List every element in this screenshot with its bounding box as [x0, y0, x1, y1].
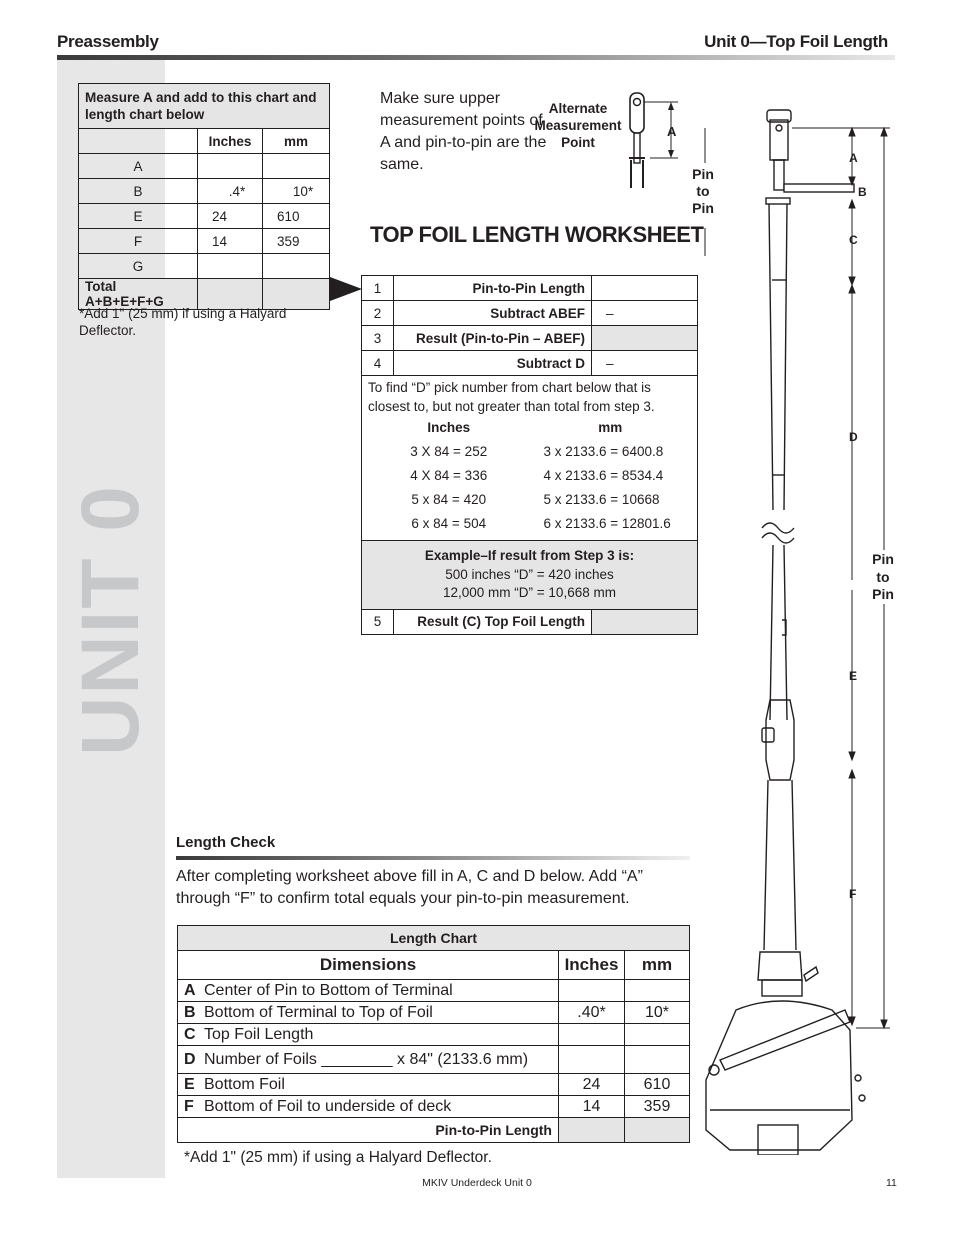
- table-row: [79, 179, 330, 204]
- header-rule: [57, 55, 895, 60]
- dimension-letter: E: [184, 1075, 195, 1093]
- measure-table: [78, 83, 330, 310]
- inches-cell[interactable]: [559, 1046, 625, 1074]
- d-inches: 3 X 84 = 252: [410, 443, 488, 459]
- dim-label-e: E: [849, 669, 858, 683]
- mm-cell[interactable]: [263, 154, 330, 179]
- inches-cell: 14: [198, 229, 263, 254]
- d-inches: 6 x 84 = 504: [411, 515, 487, 531]
- inches-cell[interactable]: [198, 254, 263, 279]
- inches-cell: .4*: [198, 179, 263, 204]
- inches-cell: 24: [198, 204, 263, 229]
- step-description: Result (C) Top Foil Length: [394, 609, 592, 634]
- inches-cell[interactable]: [559, 980, 625, 1002]
- dim-label-b: B: [858, 185, 867, 199]
- mm-cell: 10*: [625, 1002, 690, 1024]
- unit-label: [57, 484, 165, 756]
- alternate-point-label: Alternate Measurement Point: [534, 101, 622, 150]
- mm-cell[interactable]: [625, 980, 690, 1002]
- footer-doc-title: MKIV Underdeck Unit 0: [422, 1177, 532, 1189]
- unit-title: Unit 0—Top Foil Length: [704, 32, 888, 51]
- d-chart-row: [368, 512, 691, 536]
- row-label: F: [79, 229, 198, 254]
- step-value[interactable]: [592, 326, 698, 351]
- d-chart-row: [368, 464, 691, 488]
- d-chart-row: [368, 440, 691, 464]
- row-label: G: [79, 254, 198, 279]
- mm-cell: 610: [625, 1074, 690, 1096]
- inches-cell: 24: [559, 1074, 625, 1096]
- table-row: [79, 204, 330, 229]
- mm-cell: 359: [625, 1096, 690, 1118]
- dimension-description: Center of Pin to Bottom of Terminal: [204, 981, 453, 999]
- example-title: Example–If result from Step 3 is:: [424, 548, 635, 563]
- step-number: 2: [362, 301, 394, 326]
- step-row: [362, 351, 698, 376]
- step-number: 5: [362, 609, 394, 634]
- inches-cell: 14: [559, 1096, 625, 1118]
- dimension-description: Bottom Foil: [204, 1075, 285, 1093]
- row-label: A: [79, 154, 198, 179]
- length-check-rule: [176, 856, 690, 860]
- dimension-description: Top Foil Length: [204, 1025, 314, 1043]
- page-number: 11: [886, 1177, 897, 1189]
- dim-label-f: F: [849, 887, 857, 901]
- d-chart: [368, 416, 691, 536]
- column-header-inches: Inches: [559, 951, 625, 980]
- dim-label-c: C: [849, 233, 858, 247]
- measure-table-header: Measure A and add to this chart and length chart below: [79, 84, 330, 129]
- step-description: Subtract D: [394, 351, 592, 376]
- mm-cell[interactable]: [625, 1046, 690, 1074]
- step-row: [362, 301, 698, 326]
- column-header-dimensions: Dimensions: [178, 951, 559, 980]
- step-number: 3: [362, 326, 394, 351]
- step-description: Result (Pin-to-Pin – ABEF): [394, 326, 592, 351]
- d-chart-header-inches: Inches: [427, 419, 471, 435]
- dimension-letter: F: [184, 1097, 194, 1115]
- d-mm: 4 x 2133.6 = 8534.4: [543, 467, 664, 483]
- step-value[interactable]: [592, 276, 698, 301]
- dimension-description: Number of Foils ________ x 84" (2133.6 mm): [204, 1050, 529, 1068]
- step-row: [362, 609, 698, 634]
- dimension-description: Bottom of Foil to underside of deck: [204, 1097, 452, 1115]
- unit-label-text: UNIT 0: [65, 484, 156, 756]
- diagram-pin-to-pin-label: Pin to Pin: [866, 551, 900, 604]
- d-inches: 4 X 84 = 336: [410, 467, 488, 483]
- step-row: [362, 326, 698, 351]
- d-mm: 5 x 2133.6 = 10668: [543, 491, 660, 507]
- length-chart: [177, 925, 690, 1143]
- step-value[interactable]: –: [592, 351, 698, 376]
- step-description: Subtract ABEF: [394, 301, 592, 326]
- pin-to-pin-label: Pin to Pin: [692, 166, 714, 216]
- section-title: Preassembly: [57, 32, 159, 51]
- length-chart-note: *Add 1" (25 mm) if using a Halyard Deflector.: [184, 1149, 492, 1166]
- d-chart-row: [368, 488, 691, 512]
- a-label: A: [667, 124, 677, 139]
- step-value[interactable]: –: [592, 301, 698, 326]
- example-line: 500 inches “D” = 420 inches: [445, 566, 614, 582]
- table-row: [178, 1096, 690, 1118]
- inches-cell[interactable]: [198, 154, 263, 179]
- step-value[interactable]: [592, 609, 698, 634]
- step-description: Pin-to-Pin Length: [394, 276, 592, 301]
- d-chart-cell: [362, 376, 698, 541]
- column-header-mm: mm: [625, 951, 690, 980]
- d-mm: 6 x 2133.6 = 12801.6: [543, 515, 671, 531]
- total-label: Total A+B+E+F+G: [79, 279, 198, 310]
- d-mm: 3 x 2133.6 = 6400.8: [543, 443, 664, 459]
- length-chart-title: Length Chart: [178, 926, 690, 951]
- inches-cell: .40*: [559, 1002, 625, 1024]
- mm-cell: 10*: [263, 179, 330, 204]
- column-header-inches: Inches: [198, 129, 263, 154]
- dimension-letter: D: [184, 1050, 196, 1068]
- intro-text: Make sure upper measurement points of A and pin-to-pin are the same.: [380, 90, 547, 173]
- table-row: [79, 154, 330, 179]
- step-number: 1: [362, 276, 394, 301]
- table-row: [178, 980, 690, 1002]
- table-row: [79, 229, 330, 254]
- dimension-description: Bottom of Terminal to Top of Foil: [204, 1003, 433, 1021]
- measure-note: *Add 1" (25 mm) if using a Halyard Deflector.: [79, 306, 287, 338]
- foil-assembly-diagram: [700, 80, 900, 1155]
- total-mm-cell[interactable]: [625, 1118, 690, 1143]
- table-row: [178, 1046, 690, 1074]
- d-chart-header-mm: mm: [598, 419, 623, 435]
- table-row: [79, 254, 330, 279]
- mm-cell[interactable]: [625, 1024, 690, 1046]
- pointer-arrow-icon: [330, 277, 364, 301]
- total-inches-cell[interactable]: [559, 1118, 625, 1143]
- instruction-text: To find “D” pick number from chart below that is closest to, but not greater than total from step 3.: [368, 380, 655, 414]
- row-label: E: [79, 204, 198, 229]
- table-row: [178, 1002, 690, 1024]
- mm-cell[interactable]: [263, 254, 330, 279]
- table-row: [178, 1024, 690, 1046]
- mm-cell: 359: [263, 229, 330, 254]
- d-inches: 5 x 84 = 420: [411, 491, 487, 507]
- worksheet-title: TOP FOIL LENGTH WORKSHEET: [370, 222, 704, 247]
- column-header-mm: mm: [263, 129, 330, 154]
- example-box: [362, 541, 698, 610]
- inches-cell[interactable]: [559, 1024, 625, 1046]
- step-number: 4: [362, 351, 394, 376]
- dimension-letter: B: [184, 1003, 196, 1021]
- worksheet-table: [361, 275, 698, 635]
- length-check-title: Length Check: [176, 834, 276, 851]
- dim-label-d: D: [849, 430, 858, 444]
- mm-cell: 610: [263, 204, 330, 229]
- table-row: [178, 1074, 690, 1096]
- total-row: [178, 1118, 690, 1143]
- example-line: 12,000 mm “D” = 10,668 mm: [443, 585, 616, 600]
- dimension-letter: C: [184, 1025, 196, 1043]
- dim-label-a: A: [849, 151, 858, 165]
- dimension-letter: A: [184, 981, 196, 999]
- row-label: B: [79, 179, 198, 204]
- step-row: [362, 276, 698, 301]
- length-check-text: After completing worksheet above fill in A, C and D below. Add “A” through “F” to confirm total equals your pin-to-pin measurement.: [176, 868, 643, 907]
- pin-to-pin-label: Pin-to-Pin Length: [178, 1118, 559, 1143]
